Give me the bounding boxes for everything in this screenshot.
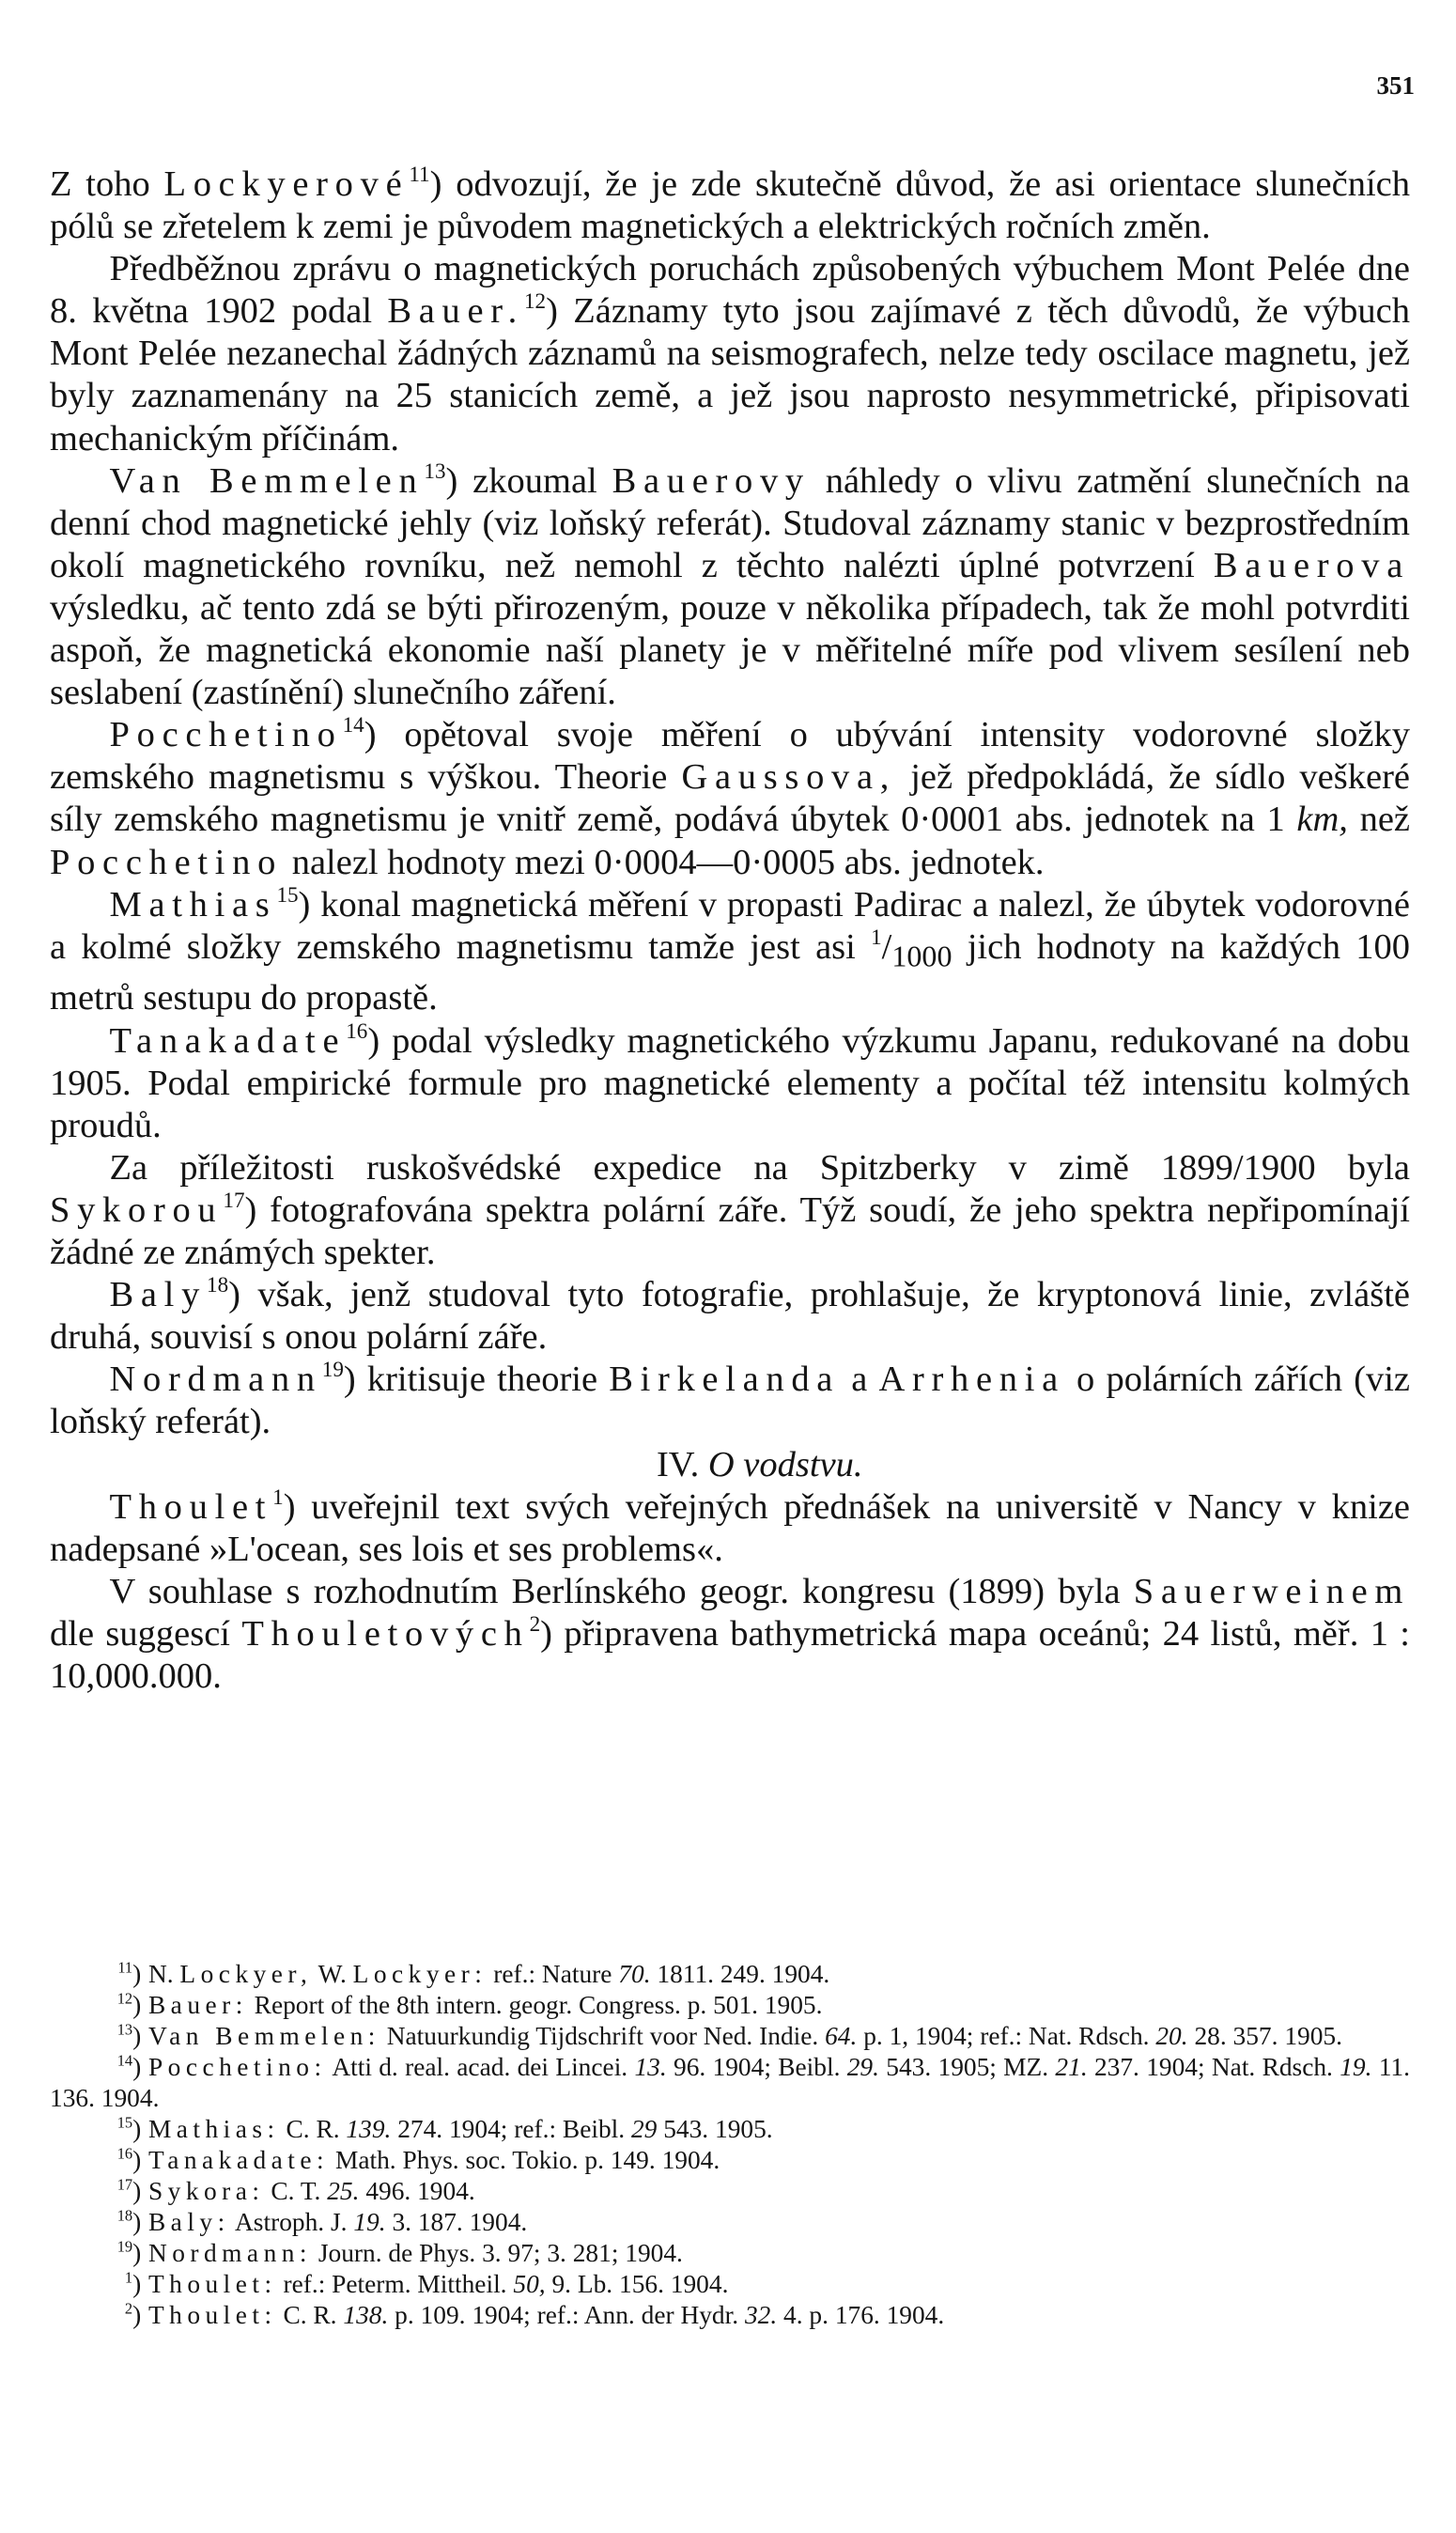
paragraph-p7 — [50, 1147, 1410, 1274]
footnote-number: 1 — [124, 2268, 133, 2287]
footnote-18 — [50, 2207, 1410, 2238]
text-run: dle suggescí — [50, 1613, 242, 1654]
footnote-ref: 13 — [424, 458, 446, 483]
fraction-denominator: 1000 — [891, 939, 953, 973]
footnotes — [50, 1959, 1410, 2331]
fraction-numerator: 1 — [871, 924, 882, 949]
spaced-name: Baly — [109, 1275, 208, 1315]
spaced-name: Bauerova — [1213, 545, 1410, 585]
spaced-name: Sauerweinem — [1133, 1571, 1410, 1611]
italic-text: 29. — [846, 2053, 879, 2081]
text-run: ) konal magnetická měření v propasti Padirac a nalezl, že úbytek vodorovné a kolmé složky zemského magnetismu tamže jest asi — [50, 884, 1410, 967]
footnote-number: 19 — [116, 2237, 133, 2256]
text-run: N. — [147, 1960, 180, 1988]
footnote-ref: 2 — [529, 1610, 541, 1636]
spaced-name: Nordmann — [109, 1360, 322, 1400]
footnote-16 — [50, 2145, 1410, 2176]
text-run: ref.: Peterm. Mittheil. — [276, 2270, 514, 2298]
text-run: ) opětoval svoje měření o ubývání intensity vodorovné složky zemského magnetismu s výškou. Theorie — [50, 715, 1410, 798]
italic-text: 13. — [634, 2053, 667, 2081]
italic-text: 138. — [343, 2301, 389, 2329]
italic-text: 21. — [1055, 2053, 1088, 2081]
text-run: ) zkoumal — [445, 460, 612, 501]
italic-text: 19. — [1340, 2053, 1372, 2081]
footnote-2 — [50, 2300, 1410, 2331]
text-run: ) však, jenž studoval tyto fotografie, prohlašuje, že kryptonová linie, zvláště druhá, souvisí s onou polární záře. — [50, 1275, 1410, 1358]
text-run: C. R. — [276, 2301, 344, 2329]
text-run: 9. Lb. 156. 1904. — [545, 2270, 729, 2298]
text-run: Report of the 8th intern. geogr. Congress. p. 501. 1905. — [247, 1991, 823, 2019]
text-run: Math. Phys. soc. Tokio. p. 149. 1904. — [329, 2146, 720, 2174]
paragraph-p5 — [50, 881, 1410, 1020]
text-run: jich hodnoty na každých 100 metrů sestupu do propastě. — [50, 926, 1410, 1018]
spaced-name: Tanakadate — [109, 1020, 347, 1061]
paragraph-p10 — [50, 1486, 1410, 1571]
footnote-marker: $^{16}$) — [116, 2144, 142, 2174]
footnote-ref: 16 — [346, 1018, 368, 1043]
text-run: výsledku, ač tento zdá se býti přirozeným, pouze v několika případech, tak že mohl potvrditi aspoň, že magnetická ekonomie naší planety je v měřitelné míře pod vlivem sesílení neb seslabení (zastínění) slunečního záření. — [50, 587, 1410, 713]
footnote-ref: 15 — [276, 881, 299, 907]
italic-text: 50, — [513, 2270, 546, 2298]
footnote-ref: 1 — [272, 1484, 284, 1509]
italic-text: 64. — [825, 2022, 858, 2050]
text-run: jež předpokládá, že sídlo veškeré síly zemského magnetismu je vnitř země, podává úbytek 0·0001 abs. jednotek na 1 — [50, 757, 1410, 840]
spaced-name: Sykora: — [147, 2177, 265, 2205]
text-run: ) uveřejnil text svých veřejných přednášek na universitě v Nancy v knize nadepsané »L'ocean, ses lois et ses problems«. — [50, 1486, 1410, 1569]
text-run: Natuurkundig Tijdschrift voor Ned. Indie. — [379, 2022, 826, 2050]
spaced-name: Van Bemmelen: — [147, 2022, 380, 2050]
footnote-13 — [50, 2021, 1410, 2052]
spaced-name: Van Bemmelen — [109, 460, 425, 501]
footnote-marker: $^2$) — [124, 2299, 142, 2329]
spaced-name: Mathias: — [147, 2115, 280, 2143]
footnote-marker: $^{15}$) — [116, 2113, 142, 2143]
section-title: O vodstvu. — [707, 1444, 863, 1484]
text-run: 543. 1905. — [657, 2115, 773, 2143]
text-run: o polárních zářích (viz loňský referát). — [50, 1360, 1410, 1442]
text-run: / — [881, 926, 892, 967]
footnote-ref: 17 — [223, 1187, 245, 1212]
footnote-ref: 12 — [524, 288, 547, 314]
page-number: 351 — [1376, 71, 1415, 100]
paragraphs-after — [50, 1486, 1410, 1698]
footnote-marker: $^{13}$) — [116, 2020, 142, 2050]
paragraph-p2 — [50, 248, 1410, 459]
text-run: 4. p. 176. 1904. — [777, 2301, 945, 2329]
footnote-ref: 14 — [342, 712, 364, 738]
footnote-1 — [50, 2269, 1410, 2300]
text-run: ) připravena bathymetrická mapa oceánů; 24 listů, měř. 1 : 10,000.000. — [50, 1613, 1411, 1696]
text-run: C. R. — [279, 2115, 347, 2143]
footnote-number: 14 — [116, 2051, 133, 2070]
text-run: Předběžnou zprávu o magnetických poruchách způsobených výbuchem Mont Pelée dne 8. května 1902 podal — [50, 249, 1410, 332]
spaced-name: Gaussova, — [681, 757, 897, 798]
footnote-number: 13 — [116, 2020, 133, 2039]
italic-text: 32. — [744, 2301, 778, 2329]
footnote-marker: $^{14}$) — [116, 2051, 142, 2081]
paragraph-p9 — [50, 1359, 1410, 1443]
text-run: ) kritisuje theorie — [343, 1360, 610, 1400]
footnote-12 — [50, 1990, 1410, 2021]
footnote-marker: $^{19}$) — [116, 2237, 142, 2267]
italic-text: 70. — [618, 1960, 651, 1988]
text-run: 28. 357. 1905. — [1187, 2022, 1342, 2050]
spaced-name: Mathias — [109, 884, 277, 925]
spaced-name: Bauer: — [147, 1991, 248, 2019]
spaced-name: Pocchetino — [50, 842, 284, 882]
paragraphs-before — [50, 163, 1410, 1444]
section-numeral: IV. — [656, 1444, 700, 1484]
footnote-15 — [50, 2114, 1410, 2145]
text-run: Astroph. J. — [229, 2208, 354, 2236]
text-run: náhledy o vlivu zatmění slunečních na denní chod magnetické jehly (viz loňský referát). Studoval záznamy stanic v bezprostředním okolí magnetického rovníku, než nemohl z těchto nalézti úplné potvrzení — [50, 460, 1411, 585]
text-run: než — [1347, 800, 1410, 840]
paragraph-p1 — [50, 163, 1410, 248]
spaced-name: Baly: — [147, 2208, 230, 2236]
paragraph-p3 — [50, 460, 1410, 715]
footnote-number: 2 — [124, 2299, 133, 2318]
section-heading — [50, 1444, 1410, 1486]
footnote-14 — [50, 2052, 1410, 2114]
spaced-name: Birkelanda — [609, 1360, 841, 1400]
paragraph-p8 — [50, 1274, 1410, 1359]
italic-text: 19. — [353, 2208, 386, 2236]
spaced-name: Thoulet: — [147, 2270, 277, 2298]
paragraph-p6 — [50, 1020, 1410, 1147]
text-run: C. T. — [264, 2177, 328, 2205]
footnote-number: 12 — [116, 1989, 133, 2008]
text-run: 11. 136. 1904. — [50, 2053, 1410, 2112]
footnote-number: 16 — [116, 2144, 133, 2163]
text-run: W. — [312, 1960, 353, 1988]
text-run: ) odvozují, že je zde skutečně důvod, že asi orientace slunečních pólů se zřetelem k zemi je původem magnetických a elektrických ročních změn. — [50, 164, 1410, 247]
text-run: ref.: Nature — [487, 1960, 619, 1988]
italic-text: 20. — [1155, 2022, 1188, 2050]
text-run: Atti d. real. acad. dei Lincei. — [326, 2053, 635, 2081]
text-run: 96. 1904; Beibl. — [666, 2053, 847, 2081]
footnote-ref: 19 — [321, 1357, 344, 1382]
footnote-marker: $^{18}$) — [116, 2206, 142, 2236]
text-run: Journ. de Phys. 3. 97; 3. 281; 1904. — [312, 2239, 683, 2267]
paragraph-p11 — [50, 1571, 1410, 1698]
spaced-name: Bauerovy — [612, 460, 811, 501]
footnote-marker: $^{17}$) — [116, 2175, 142, 2205]
footnote-ref: 18 — [207, 1272, 229, 1298]
text-run: Z toho — [50, 164, 164, 204]
spaced-name: Nordmann: — [147, 2239, 313, 2267]
footnote-marker: $^{11}$) — [117, 1958, 142, 1988]
text-run: 1811. 249. 1904. — [650, 1960, 830, 1988]
footnote-marker: $^{12}$) — [116, 1989, 142, 2019]
text-run: nalezl hodnoty mezi 0·0004—0·0005 abs. jednotek. — [283, 842, 1045, 882]
text-run: 3. 187. 1904. — [385, 2208, 528, 2236]
text-run: V souhlase s rozhodnutím Berlínského geogr. kongresu (1899) byla — [109, 1571, 1134, 1611]
spaced-name: Lockyerové — [163, 164, 410, 204]
spaced-name: Arrhenia — [878, 1360, 1065, 1400]
text-run: p. 109. 1904; ref.: Ann. der Hydr. — [388, 2301, 745, 2329]
italic-text: 29 — [630, 2115, 658, 2143]
text-run: a — [840, 1360, 879, 1400]
spaced-name: Tanakadate: — [147, 2146, 330, 2174]
footnote-number: 17 — [116, 2175, 133, 2194]
footnote-number: 15 — [116, 2113, 133, 2132]
italic-text: km, — [1296, 800, 1348, 840]
spaced-name: Sykorou — [50, 1189, 224, 1230]
text-run: ) fotografována spektra polární záře. Týž soudí, že jeho spektra nepřipomínají žádné ze známých spekter. — [50, 1189, 1410, 1273]
footnote-number: 18 — [116, 2206, 133, 2225]
footnote-marker: $^1$) — [124, 2268, 142, 2298]
text-run: ) Záznamy tyto jsou zajímavé z těch důvodů, že výbuch Mont Pelée nezanechal žádných záznamů na seismografech, nelze tedy oscilace magnetu, jež byly zaznamenány na 25 stanicích země, a jež jsou naprosto nesymmetrické, připisovati mechanickým příčinám. — [50, 291, 1410, 458]
spaced-name: Pocchetino: — [147, 2053, 327, 2081]
spaced-name: Thouletových — [241, 1613, 530, 1654]
footnote-19 — [50, 2238, 1410, 2269]
text-run: ) podal výsledky magnetického výzkumu Japanu, redukované na dobu 1905. Podal empirické formule pro magnetické elementy a počítal též intensitu kolmých proudů. — [50, 1020, 1410, 1145]
text-run: 496. 1904. — [359, 2177, 475, 2205]
text-run: Za příležitosti ruskošvédské expedice na Spitzberky v zimě 1899/1900 byla — [109, 1147, 1410, 1188]
footnote-number: 11 — [117, 1958, 133, 1977]
text-run: 543. 1905; MZ. — [878, 2053, 1056, 2081]
spaced-name: Pocchetino — [109, 715, 343, 755]
spaced-name: Thoulet: — [147, 2301, 277, 2329]
main-text — [50, 163, 1410, 1698]
italic-text: 25. — [327, 2177, 360, 2205]
spaced-name: Lockyer, — [179, 1960, 313, 1988]
paragraph-p4 — [50, 714, 1410, 883]
spaced-name: Lockyer: — [352, 1960, 488, 1988]
text-run: p. 1, 1904; ref.: Nat. Rdsch. — [857, 2022, 1156, 2050]
italic-text: 139. — [346, 2115, 392, 2143]
text-run: 274. 1904; ref.: Beibl. — [391, 2115, 631, 2143]
footnote-17 — [50, 2176, 1410, 2207]
footnote-ref: 11 — [409, 162, 430, 186]
spaced-name: Thoulet — [109, 1486, 273, 1527]
footnote-11 — [50, 1959, 1410, 1990]
text-run: 237. 1904; Nat. Rdsch. — [1087, 2053, 1340, 2081]
spaced-name: Bauer. — [387, 291, 524, 332]
